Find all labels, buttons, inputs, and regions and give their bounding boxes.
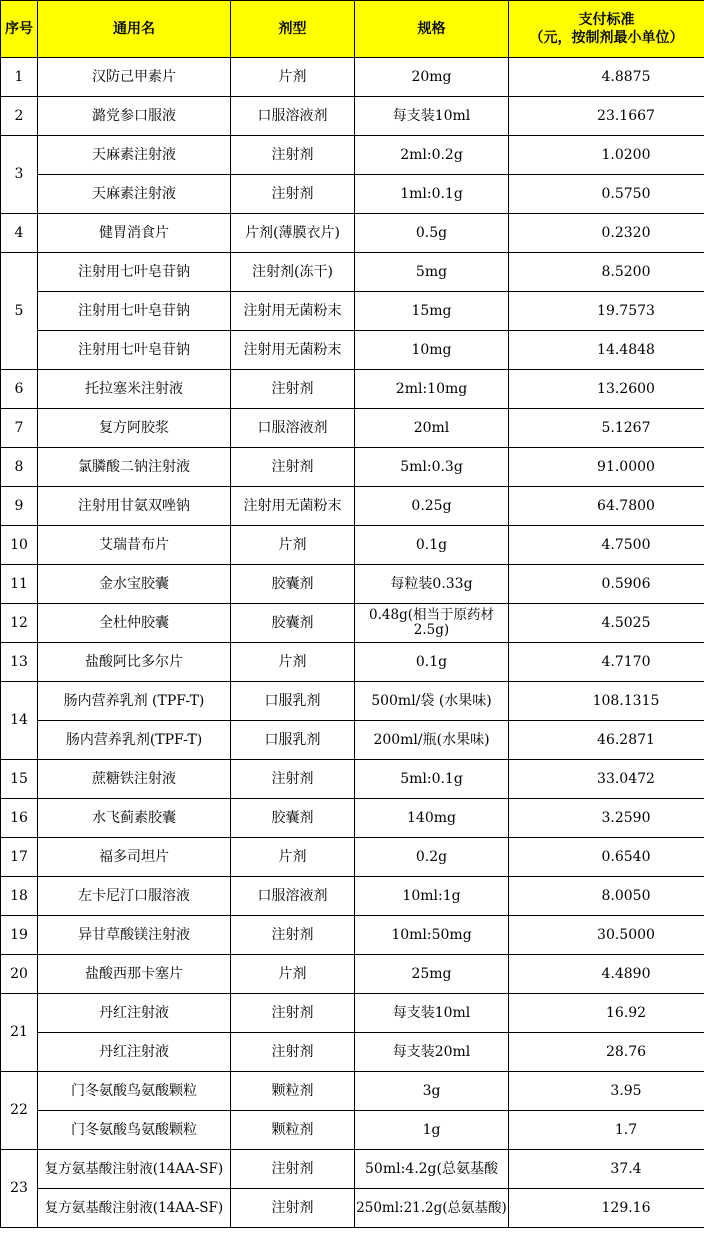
cell-spec: 50ml:4.2g(总氨基酸 bbox=[355, 1150, 509, 1189]
cell-seq: 20 bbox=[1, 955, 38, 994]
cell-name: 水飞蓟素胶囊 bbox=[38, 799, 231, 838]
table-row bbox=[1, 643, 704, 682]
cell-price: 33.0472 bbox=[509, 760, 704, 799]
cell-form: 注射剂 bbox=[231, 370, 355, 409]
cell-name: 复方氨基酸注射液(14AA-SF) bbox=[38, 1189, 231, 1228]
cell-spec: 140mg bbox=[355, 799, 509, 838]
cell-price: 8.5200 bbox=[509, 253, 704, 292]
cell-price: 37.4 bbox=[509, 1150, 704, 1189]
cell-name: 左卡尼汀口服溶液 bbox=[38, 877, 231, 916]
cell-name: 潞党参口服液 bbox=[38, 97, 231, 136]
cell-spec: 0.25g bbox=[355, 487, 509, 526]
table-row bbox=[1, 214, 704, 253]
cell-name: 托拉塞米注射液 bbox=[38, 370, 231, 409]
table-row bbox=[1, 58, 704, 97]
cell-price: 1.7 bbox=[509, 1111, 704, 1150]
table-row bbox=[1, 370, 704, 409]
cell-spec: 5ml:0.3g bbox=[355, 448, 509, 487]
cell-spec: 0.1g bbox=[355, 526, 509, 565]
cell-seq: 23 bbox=[1, 1150, 38, 1228]
cell-price: 19.7573 bbox=[509, 292, 704, 331]
cell-spec: 1g bbox=[355, 1111, 509, 1150]
cell-form: 胶囊剂 bbox=[231, 565, 355, 604]
cell-form: 片剂 bbox=[231, 955, 355, 994]
cell-spec: 2ml:10mg bbox=[355, 370, 509, 409]
cell-price: 13.2600 bbox=[509, 370, 704, 409]
cell-name: 氯膦酸二钠注射液 bbox=[38, 448, 231, 487]
cell-form: 注射剂 bbox=[231, 136, 355, 175]
table-row bbox=[1, 1072, 704, 1111]
cell-seq: 5 bbox=[1, 253, 38, 370]
cell-seq: 7 bbox=[1, 409, 38, 448]
cell-price: 30.5000 bbox=[509, 916, 704, 955]
cell-name: 金水宝胶囊 bbox=[38, 565, 231, 604]
cell-seq: 18 bbox=[1, 877, 38, 916]
cell-name: 天麻素注射液 bbox=[38, 175, 231, 214]
cell-name: 丹红注射液 bbox=[38, 994, 231, 1033]
cell-name: 丹红注射液 bbox=[38, 1033, 231, 1072]
table-row bbox=[1, 838, 704, 877]
cell-form: 口服溶液剂 bbox=[231, 409, 355, 448]
cell-price: 129.16 bbox=[509, 1189, 704, 1228]
cell-form: 注射剂 bbox=[231, 1189, 355, 1228]
table-row bbox=[1, 721, 704, 760]
table-row bbox=[1, 175, 704, 214]
cell-form: 片剂(薄膜衣片) bbox=[231, 214, 355, 253]
cell-form: 胶囊剂 bbox=[231, 799, 355, 838]
cell-price: 4.5025 bbox=[509, 604, 704, 643]
cell-form: 注射剂(冻干) bbox=[231, 253, 355, 292]
table-row bbox=[1, 604, 704, 643]
cell-name: 复方阿胶浆 bbox=[38, 409, 231, 448]
cell-name: 盐酸西那卡塞片 bbox=[38, 955, 231, 994]
cell-seq: 21 bbox=[1, 994, 38, 1072]
cell-name: 汉防己甲素片 bbox=[38, 58, 231, 97]
cell-spec: 20ml bbox=[355, 409, 509, 448]
cell-price: 64.7800 bbox=[509, 487, 704, 526]
cell-form: 片剂 bbox=[231, 58, 355, 97]
cell-price: 4.8875 bbox=[509, 58, 704, 97]
cell-price: 14.4848 bbox=[509, 331, 704, 370]
cell-form: 注射剂 bbox=[231, 448, 355, 487]
cell-name: 天麻素注射液 bbox=[38, 136, 231, 175]
table-row bbox=[1, 916, 704, 955]
cell-price: 1.0200 bbox=[509, 136, 704, 175]
cell-name: 健胃消食片 bbox=[38, 214, 231, 253]
cell-spec: 每粒装0.33g bbox=[355, 565, 509, 604]
cell-form: 注射用无菌粉末 bbox=[231, 331, 355, 370]
table-row bbox=[1, 448, 704, 487]
cell-spec: 1ml:0.1g bbox=[355, 175, 509, 214]
header-payment-standard bbox=[509, 1, 704, 58]
cell-price: 3.2590 bbox=[509, 799, 704, 838]
cell-form: 注射剂 bbox=[231, 175, 355, 214]
cell-price: 4.7170 bbox=[509, 643, 704, 682]
header-seq: 序号 bbox=[1, 1, 38, 58]
cell-form: 口服溶液剂 bbox=[231, 877, 355, 916]
cell-form: 注射剂 bbox=[231, 760, 355, 799]
cell-spec: 每支装10ml bbox=[355, 994, 509, 1033]
table-row bbox=[1, 877, 704, 916]
cell-spec: 250ml:21.2g(总氨基酸) bbox=[355, 1189, 509, 1228]
cell-seq: 16 bbox=[1, 799, 38, 838]
cell-price: 28.76 bbox=[509, 1033, 704, 1072]
cell-price: 0.5906 bbox=[509, 565, 704, 604]
table-row bbox=[1, 955, 704, 994]
cell-spec: 10mg bbox=[355, 331, 509, 370]
header-spec: 规格 bbox=[355, 1, 509, 58]
table-row bbox=[1, 994, 704, 1033]
cell-price: 5.1267 bbox=[509, 409, 704, 448]
cell-price: 4.4890 bbox=[509, 955, 704, 994]
table-row bbox=[1, 409, 704, 448]
cell-form: 注射用无菌粉末 bbox=[231, 292, 355, 331]
cell-name: 蔗糖铁注射液 bbox=[38, 760, 231, 799]
cell-spec: 0.1g bbox=[355, 643, 509, 682]
cell-price: 8.0050 bbox=[509, 877, 704, 916]
cell-seq: 19 bbox=[1, 916, 38, 955]
cell-form: 注射剂 bbox=[231, 1150, 355, 1189]
cell-seq: 15 bbox=[1, 760, 38, 799]
cell-name: 盐酸阿比多尔片 bbox=[38, 643, 231, 682]
cell-form: 口服乳剂 bbox=[231, 682, 355, 721]
cell-form: 口服乳剂 bbox=[231, 721, 355, 760]
cell-seq: 8 bbox=[1, 448, 38, 487]
cell-form: 注射用无菌粉末 bbox=[231, 487, 355, 526]
cell-form: 注射剂 bbox=[231, 994, 355, 1033]
table-row bbox=[1, 565, 704, 604]
cell-name: 注射用七叶皂苷钠 bbox=[38, 331, 231, 370]
cell-seq: 12 bbox=[1, 604, 38, 643]
cell-price: 4.7500 bbox=[509, 526, 704, 565]
cell-spec: 2ml:0.2g bbox=[355, 136, 509, 175]
table-row bbox=[1, 487, 704, 526]
cell-seq: 14 bbox=[1, 682, 38, 760]
cell-form: 胶囊剂 bbox=[231, 604, 355, 643]
table-row bbox=[1, 97, 704, 136]
table-row bbox=[1, 1189, 704, 1228]
table-row bbox=[1, 1111, 704, 1150]
table-row bbox=[1, 253, 704, 292]
cell-price: 108.1315 bbox=[509, 682, 704, 721]
cell-name: 艾瑞昔布片 bbox=[38, 526, 231, 565]
cell-spec: 3g bbox=[355, 1072, 509, 1111]
cell-price: 0.2320 bbox=[509, 214, 704, 253]
cell-price: 0.5750 bbox=[509, 175, 704, 214]
cell-name: 全杜仲胶囊 bbox=[38, 604, 231, 643]
table-row bbox=[1, 1150, 704, 1189]
cell-name: 异甘草酸镁注射液 bbox=[38, 916, 231, 955]
cell-seq: 17 bbox=[1, 838, 38, 877]
cell-name: 福多司坦片 bbox=[38, 838, 231, 877]
cell-seq: 3 bbox=[1, 136, 38, 214]
cell-price: 46.2871 bbox=[509, 721, 704, 760]
cell-name: 门冬氨酸鸟氨酸颗粒 bbox=[38, 1111, 231, 1150]
table-row bbox=[1, 682, 704, 721]
cell-seq: 13 bbox=[1, 643, 38, 682]
cell-spec: 5mg bbox=[355, 253, 509, 292]
cell-price: 91.0000 bbox=[509, 448, 704, 487]
cell-spec: 200ml/瓶(水果味) bbox=[355, 721, 509, 760]
cell-name: 注射用七叶皂苷钠 bbox=[38, 292, 231, 331]
cell-name: 注射用七叶皂苷钠 bbox=[38, 253, 231, 292]
table-row bbox=[1, 136, 704, 175]
cell-price: 16.92 bbox=[509, 994, 704, 1033]
cell-form: 片剂 bbox=[231, 838, 355, 877]
table-row bbox=[1, 292, 704, 331]
cell-spec: 0.2g bbox=[355, 838, 509, 877]
cell-form: 颗粒剂 bbox=[231, 1111, 355, 1150]
cell-name: 注射用甘氨双唑钠 bbox=[38, 487, 231, 526]
header-form: 剂型 bbox=[231, 1, 355, 58]
cell-name: 复方氨基酸注射液(14AA-SF) bbox=[38, 1150, 231, 1189]
header-pay-line1: 支付标准 bbox=[578, 12, 635, 28]
header-row bbox=[1, 1, 704, 58]
cell-spec: 10ml:1g bbox=[355, 877, 509, 916]
cell-form: 片剂 bbox=[231, 643, 355, 682]
cell-price: 23.1667 bbox=[509, 97, 704, 136]
cell-form: 颗粒剂 bbox=[231, 1072, 355, 1111]
cell-spec: 500ml/袋 (水果味) bbox=[355, 682, 509, 721]
cell-seq: 11 bbox=[1, 565, 38, 604]
cell-spec: 25mg bbox=[355, 955, 509, 994]
cell-spec: 0.48g(相当于原药材2.5g) bbox=[355, 604, 509, 643]
cell-form: 口服溶液剂 bbox=[231, 97, 355, 136]
cell-spec: 10ml:50mg bbox=[355, 916, 509, 955]
cell-form: 片剂 bbox=[231, 526, 355, 565]
table-row bbox=[1, 331, 704, 370]
cell-seq: 9 bbox=[1, 487, 38, 526]
cell-price: 0.6540 bbox=[509, 838, 704, 877]
cell-spec: 20mg bbox=[355, 58, 509, 97]
cell-name: 肠内营养乳剂(TPF-T) bbox=[38, 721, 231, 760]
cell-seq: 10 bbox=[1, 526, 38, 565]
cell-name: 门冬氨酸鸟氨酸颗粒 bbox=[38, 1072, 231, 1111]
cell-spec: 每支装10ml bbox=[355, 97, 509, 136]
cell-seq: 1 bbox=[1, 58, 38, 97]
cell-spec: 每支装20ml bbox=[355, 1033, 509, 1072]
cell-form: 注射剂 bbox=[231, 1033, 355, 1072]
cell-price: 3.95 bbox=[509, 1072, 704, 1111]
cell-seq: 6 bbox=[1, 370, 38, 409]
cell-spec: 15mg bbox=[355, 292, 509, 331]
table-row bbox=[1, 799, 704, 838]
cell-seq: 4 bbox=[1, 214, 38, 253]
cell-name: 肠内营养乳剂 (TPF-T) bbox=[38, 682, 231, 721]
header-pay-line2: （元，按制剂最小单位） bbox=[529, 30, 684, 46]
header-name: 通用名 bbox=[38, 1, 231, 58]
table-row bbox=[1, 760, 704, 799]
cell-form: 注射剂 bbox=[231, 916, 355, 955]
table-row bbox=[1, 526, 704, 565]
cell-spec: 0.5g bbox=[355, 214, 509, 253]
cell-seq: 22 bbox=[1, 1072, 38, 1150]
table-row bbox=[1, 1033, 704, 1072]
cell-seq: 2 bbox=[1, 97, 38, 136]
cell-spec: 5ml:0.1g bbox=[355, 760, 509, 799]
